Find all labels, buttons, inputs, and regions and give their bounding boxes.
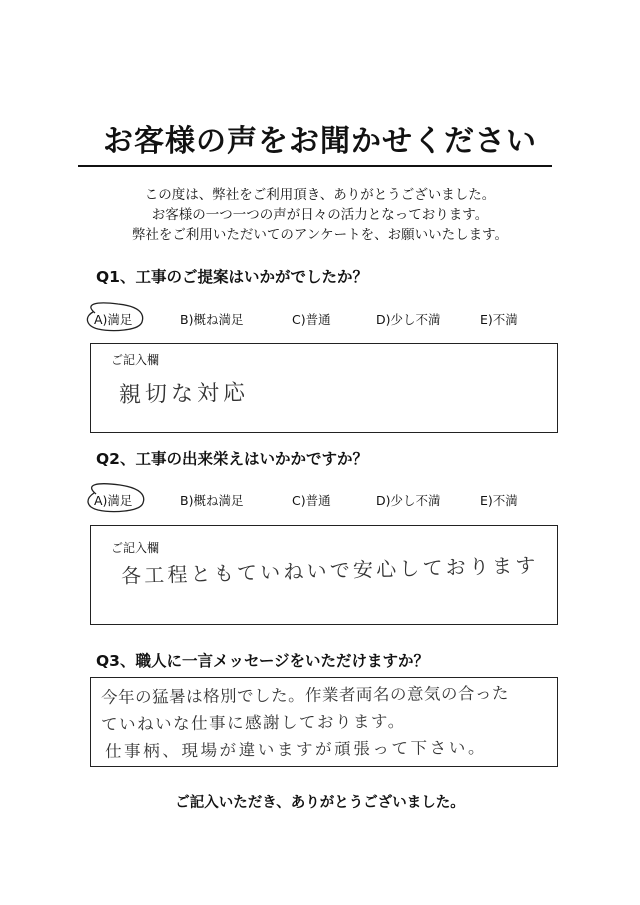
question-3-label: Q3、職人に一言メッセージをいただけますか？ — [96, 652, 430, 670]
q1-option-d[interactable]: D)少し不満 — [376, 312, 441, 327]
q1-option-b[interactable]: B)概ね満足 — [180, 312, 244, 327]
intro-line-2: お客様の一つ一つの声が日々の活力となっております。 — [151, 207, 489, 223]
q2-option-c[interactable]: C)普通 — [292, 493, 331, 508]
q3-handwritten-line-1: 今年の猛暑は格別でした。作業者両名の意気の合った — [100, 683, 510, 707]
q2-option-e[interactable]: E)不満 — [480, 493, 518, 508]
q1-option-c[interactable]: C)普通 — [292, 312, 331, 327]
intro-line-3: 弊社をご利用いただいてのアンケートを、お願いいたします。 — [131, 227, 509, 243]
q3-handwritten-line-3: 仕事柄、現場が違いますが頑張って下さい。 — [104, 738, 488, 761]
q3-handwritten-line-2: ていねいな仕事に感謝しております。 — [100, 711, 406, 734]
closing-message: ご記入いただき、ありがとうございました。 — [175, 795, 465, 811]
question-2-comment-box[interactable] — [90, 525, 558, 625]
q1-option-e[interactable]: E)不満 — [480, 312, 518, 327]
page-title: お客様の声をお聞かせください — [103, 124, 537, 159]
q2-option-b[interactable]: B)概ね満足 — [180, 493, 244, 508]
question-1-label: Q1、工事のご提案はいかがでしたか？ — [96, 268, 368, 286]
q2-option-d[interactable]: D)少し不満 — [376, 493, 441, 508]
intro-line-1: この度は、弊社をご利用頂き、ありがとうございました。 — [144, 187, 496, 203]
q1-handwritten-answer: 親切な対応 — [118, 380, 250, 408]
q2-option-a[interactable]: A)満足 — [94, 493, 133, 508]
q2-handwritten-answer: 各工程ともていねいで安心しております — [120, 553, 539, 588]
q1-option-a[interactable]: A)満足 — [94, 312, 133, 327]
question-2-label: Q2、工事の出来栄えはいかかですか？ — [96, 450, 368, 468]
question-3-comment-box[interactable] — [90, 677, 558, 767]
q1-box-label: ご記入欄 — [111, 353, 160, 367]
question-1-comment-box[interactable] — [90, 343, 558, 433]
q2-box-label: ご記入欄 — [111, 541, 160, 555]
title-underline — [78, 165, 552, 167]
